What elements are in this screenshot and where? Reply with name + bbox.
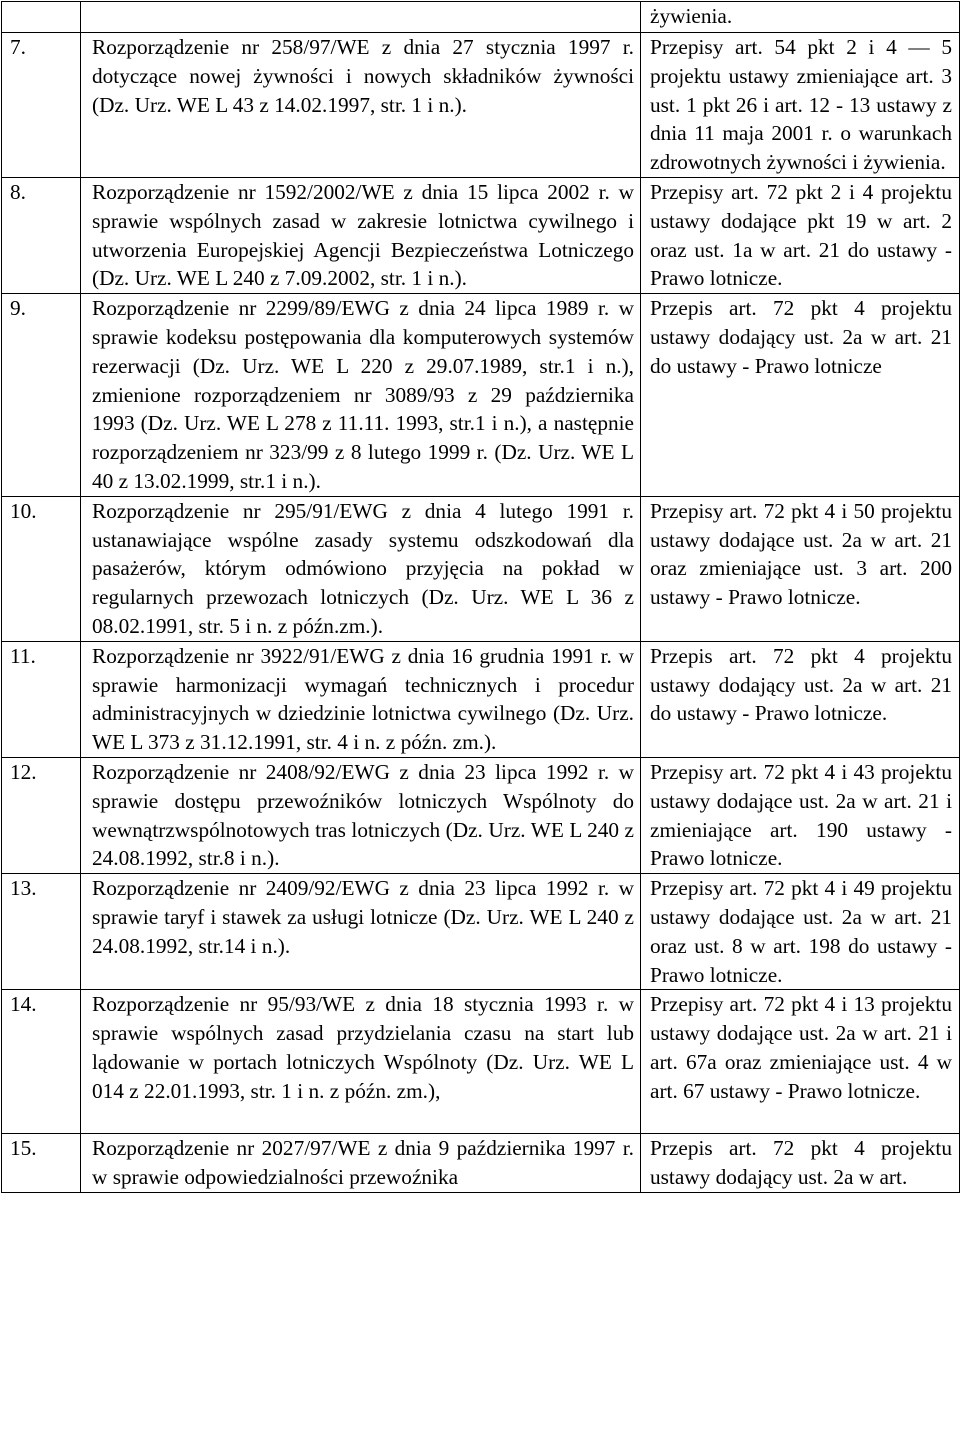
row-number: 9. <box>2 294 81 497</box>
row-number: 14. <box>2 990 81 1134</box>
table-row <box>2 641 960 757</box>
regulation-description <box>81 2 641 33</box>
row-number: 11. <box>2 641 81 757</box>
regulation-description: Rozporządzenie nr 3922/91/EWG z dnia 16 grudnia 1991 r. w sprawie harmonizacji wymagań technicznych i procedur administracyjnych w dziedzinie lotnictwa cywilnego (Dz. Urz. WE L 373 z 31.12.1991, str. 4 i n. z późn. zm.). <box>81 641 641 757</box>
implementing-provisions: Przepis art. 72 pkt 4 projektu ustawy dodający ust. 2a w art. <box>641 1134 960 1193</box>
regulation-description: Rozporządzenie nr 2027/97/WE z dnia 9 października 1997 r. w sprawie odpowiedzialności przewoźnika <box>81 1134 641 1193</box>
implementing-provisions: Przepis art. 72 pkt 4 projektu ustawy dodający ust. 2a w art. 21 do ustawy - Prawo lotnicze <box>641 294 960 497</box>
legislation-table <box>1 1 960 1193</box>
implementing-provisions: Przepisy art. 72 pkt 4 i 49 projektu ustawy dodające ust. 2a w art. 21 oraz ust. 8 w art. 198 do ustawy - Prawo lotnicze. <box>641 874 960 990</box>
regulation-description: Rozporządzenie nr 295/91/EWG z dnia 4 lutego 1991 r. ustanawiające wspólne zasady systemu odszkodowań dla pasażerów, którym odmówiono przyjęcia na pokład w regularnych przewozach lotniczych (Dz. Urz. WE L 36 z 08.02.1991, str. 5 i n. z późn.zm.). <box>81 496 641 641</box>
spacer <box>92 1105 634 1133</box>
table-row <box>2 874 960 990</box>
implementing-provisions: Przepis art. 72 pkt 4 projektu ustawy dodający ust. 2a w art. 21 do ustawy - Prawo lotnicze. <box>641 641 960 757</box>
implementing-provisions: Przepisy art. 72 pkt 2 i 4 projektu ustawy dodające pkt 19 w art. 2 oraz ust. 1a w art. 21 do ustawy - Prawo lotnicze. <box>641 177 960 293</box>
table-row <box>2 496 960 641</box>
implementing-provisions: Przepisy art. 72 pkt 4 i 50 projektu ustawy dodające ust. 2a w art. 21 oraz zmieniające ust. 3 art. 200 ustawy - Prawo lotnicze. <box>641 496 960 641</box>
implementing-provisions: Przepisy art. 72 pkt 4 i 13 projektu ustawy dodające ust. 2a w art. 21 i art. 67a oraz zmieniające ust. 4 w art. 67 ustawy - Prawo lotnicze. <box>641 990 960 1134</box>
row-number: 8. <box>2 177 81 293</box>
regulation-description: Rozporządzenie nr 258/97/WE z dnia 27 stycznia 1997 r. dotyczące nowej żywności i nowych składników żywności (Dz. Urz. WE L 43 z 14.02.1997, str. 1 i n.). <box>81 33 641 178</box>
regulation-description: Rozporządzenie nr 2409/92/EWG z dnia 23 lipca 1992 r. w sprawie taryf i stawek za usługi lotnicze (Dz. Urz. WE L 240 z 24.08.1992, str.14 i n.). <box>81 874 641 990</box>
table-row <box>2 1134 960 1193</box>
row-number: 12. <box>2 757 81 873</box>
table-row <box>2 990 960 1134</box>
table-row <box>2 294 960 497</box>
regulation-description <box>81 990 641 1134</box>
regulation-description: Rozporządzenie nr 2299/89/EWG z dnia 24 lipca 1989 r. w sprawie kodeksu postępowania dla komputerowych systemów rezerwacji (Dz. Urz. WE L 220 z 29.07.1989, str.1 i n.), zmienione rozporządzeniem nr 3089/93 z 29 października 1993 (Dz. Urz. WE L 278 z 11.11. 1993, str.1 i n.), a następnie rozporządzeniem nr 323/99 z 8 lutego 1999 r. (Dz. Urz. WE L 40 z 13.02.1999, str.1 i n.). <box>81 294 641 497</box>
row-number: 13. <box>2 874 81 990</box>
implementing-provisions: Przepisy art. 54 pkt 2 i 4 — 5 projektu ustawy zmieniające art. 3 ust. 1 pkt 26 i art. 12 - 13 ustawy z dnia 11 maja 2001 r. o warunkach zdrowotnych żywności i żywienia. <box>641 33 960 178</box>
row-number: 15. <box>2 1134 81 1193</box>
table-row <box>2 177 960 293</box>
row-number: 7. <box>2 33 81 178</box>
table-row <box>2 33 960 178</box>
implementing-provisions: Przepisy art. 72 pkt 4 i 43 projektu ustawy dodające ust. 2a w art. 21 i zmieniające art. 190 ustawy - Prawo lotnicze. <box>641 757 960 873</box>
regulation-description: Rozporządzenie nr 1592/2002/WE z dnia 15 lipca 2002 r. w sprawie wspólnych zasad w zakresie lotnictwa cywilnego i utworzenia Europejskiej Agencji Bezpieczeństwa Lotniczego (Dz. Urz. WE L 240 z 7.09.2002, str. 1 i n.). <box>81 177 641 293</box>
table-row <box>2 2 960 33</box>
row-number: 10. <box>2 496 81 641</box>
regulation-text: Rozporządzenie nr 95/93/WE z dnia 18 stycznia 1993 r. w sprawie wspólnych zasad przydzielania czasu na start lub lądowanie w portach lotniczych Wspólnoty (Dz. Urz. WE L 014 z 22.01.1993, str. 1 i n. z późn. zm.), <box>92 992 634 1103</box>
table-row <box>2 757 960 873</box>
row-number <box>2 2 81 33</box>
regulation-description: Rozporządzenie nr 2408/92/EWG z dnia 23 lipca 1992 r. w sprawie dostępu przewoźników lotniczych Wspólnoty do wewnątrzwspólnotowych tras lotniczych (Dz. Urz. WE L 240 z 24.08.1992, str.8 i n.). <box>81 757 641 873</box>
implementing-provisions: żywienia. <box>641 2 960 33</box>
